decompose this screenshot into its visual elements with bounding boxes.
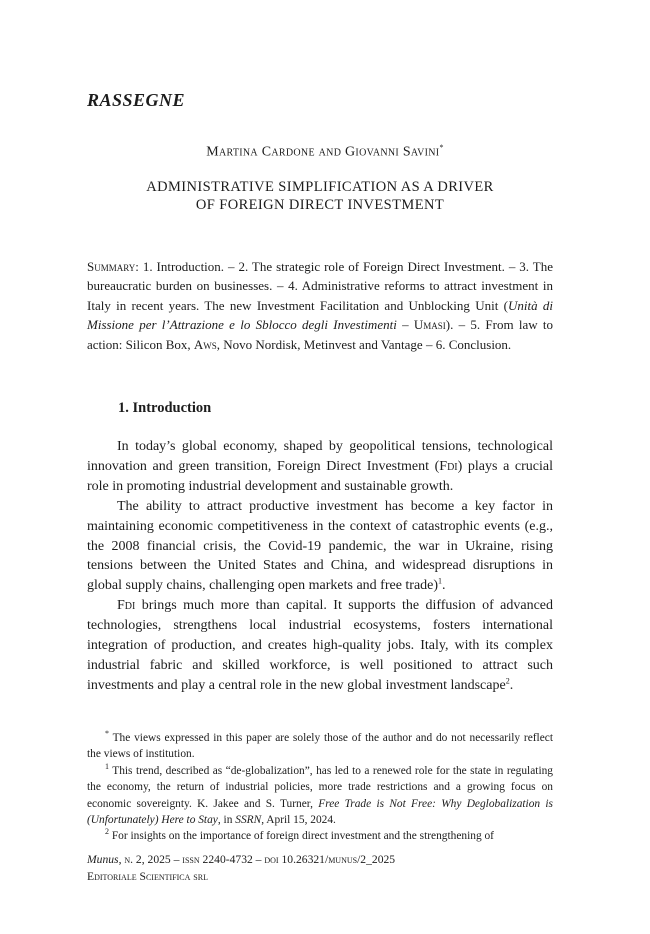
summary-text-end: , Novo Nordisk, Metinvest and Vantage – 6. Conclusion.: [216, 336, 512, 352]
citation-details: , n. 2, 2025 – issn 2240-4732 – doi 10.26321/munus/2_2025: [118, 853, 396, 866]
footnote-1: [87, 763, 553, 829]
paragraph-1-text-a: In today’s global economy, shaped by geopolitical tensions, technological innovation and green transition, Foreign Direct Investment (: [87, 439, 553, 474]
paragraph-1-text-b: ) plays a crucial role in promoting industrial development and sustainable growth.: [87, 458, 553, 494]
fdi-acronym: Fdi: [439, 458, 458, 474]
page-footer: [87, 851, 557, 885]
footnote-1-text-a: This trend, described as “de-globalization”, has led to a renewed role for the state in regulating the economy, the return of industrial policies, more trade restrictions and a growing focus on economic sovereignty. K. Jakee and S. Turner,: [87, 764, 553, 810]
paragraph-2: [87, 497, 553, 597]
footnote-ref-2[interactable]: 2: [505, 676, 510, 686]
article-title-line-2: OF FOREIGN DIRECT INVESTMENT: [195, 197, 445, 213]
summary-label: Summary:: [87, 259, 139, 274]
paragraph-3-end: .: [509, 677, 514, 693]
footnote-star: [87, 730, 553, 763]
paragraph-1: [87, 437, 553, 497]
publisher-name: Editoriale Scientifica srl: [87, 870, 208, 883]
article-title: [100, 178, 540, 214]
summary-aws: Aws: [193, 336, 217, 352]
footnote-1-source: SSRN: [235, 814, 262, 827]
summary-paragraph: [87, 257, 553, 354]
article-title-line-1: ADMINISTRATIVE SIMPLIFICATION AS A DRIVER: [146, 179, 494, 195]
footnote-ref-1[interactable]: 1: [438, 576, 443, 586]
footnotes: [87, 730, 553, 845]
author-line: [0, 143, 650, 161]
author-footnote-marker: *: [439, 143, 444, 152]
footnote-1-italic-title: Free Trade is Not Free: Why Deglobalization is (Unfortunately) Here to Stay: [87, 797, 553, 827]
paragraph-3-text: brings much more than capital. It supports the diffusion of advanced technologies, strengthens local industrial ecosystems, fosters international integration of production, and creates high-quality jobs. Italy, with its complex industrial fabric and skilled workforce, is well positioned to attract such investments and play a central role in the new global investment landscape: [87, 598, 553, 693]
paragraph-3: [87, 596, 553, 696]
section-label: RASSEGNE: [87, 90, 186, 110]
footnote-1-text-c: , April 15, 2024.: [261, 814, 336, 827]
summary-italic-text: Unità di Missione per l’Attrazione e lo Sblocco degli Investimenti: [87, 297, 553, 333]
footnote-2-marker: 2: [105, 827, 109, 837]
footnote-1-marker: 1: [105, 762, 109, 772]
summary-text: 1. Introduction. – 2. The strategic role of Foreign Direct Investment. – 3. The bureaucratic burden on businesses. – 4. Administrative reforms to attract investment in Italy in recent years. The new Investment Facilitation and Unblocking Unit (: [87, 259, 553, 313]
summary-text-after: ). – 5. From law to action: Silicon Box,: [87, 317, 554, 352]
summary-dash: –: [396, 317, 414, 333]
author-names: Martina Cardone and Giovanni Savini: [206, 144, 440, 160]
footnote-star-marker: *: [105, 729, 109, 739]
journal-name: Munus: [87, 853, 119, 866]
journal-citation: [87, 851, 557, 868]
section-heading: 1. Introduction: [118, 400, 212, 416]
fdi-acronym: Fdi: [117, 598, 136, 614]
footnote-2-text: For insights on the importance of foreign direct investment and the strengthening of: [109, 830, 494, 843]
footnote-star-text: The views expressed in this paper are solely those of the author and do not necessarily reflect the views of institution.: [87, 732, 553, 761]
body-text: [87, 437, 553, 696]
paragraph-2-text: The ability to attract productive investment has become a key factor in maintaining economic competitiveness in the context of catastrophic events (e.g., the 2008 financial crisis, the Covid-19 pandemic, the war in Ukraine, rising tensions between the United States and China, and widespread disruptions in global supply chains, challenging open markets and free trade): [87, 498, 553, 594]
footnote-1-text-b: , in: [217, 814, 236, 827]
summary-acronym: Umasi: [413, 317, 446, 333]
paragraph-2-end: .: [442, 578, 446, 594]
footnote-2: [87, 828, 553, 844]
